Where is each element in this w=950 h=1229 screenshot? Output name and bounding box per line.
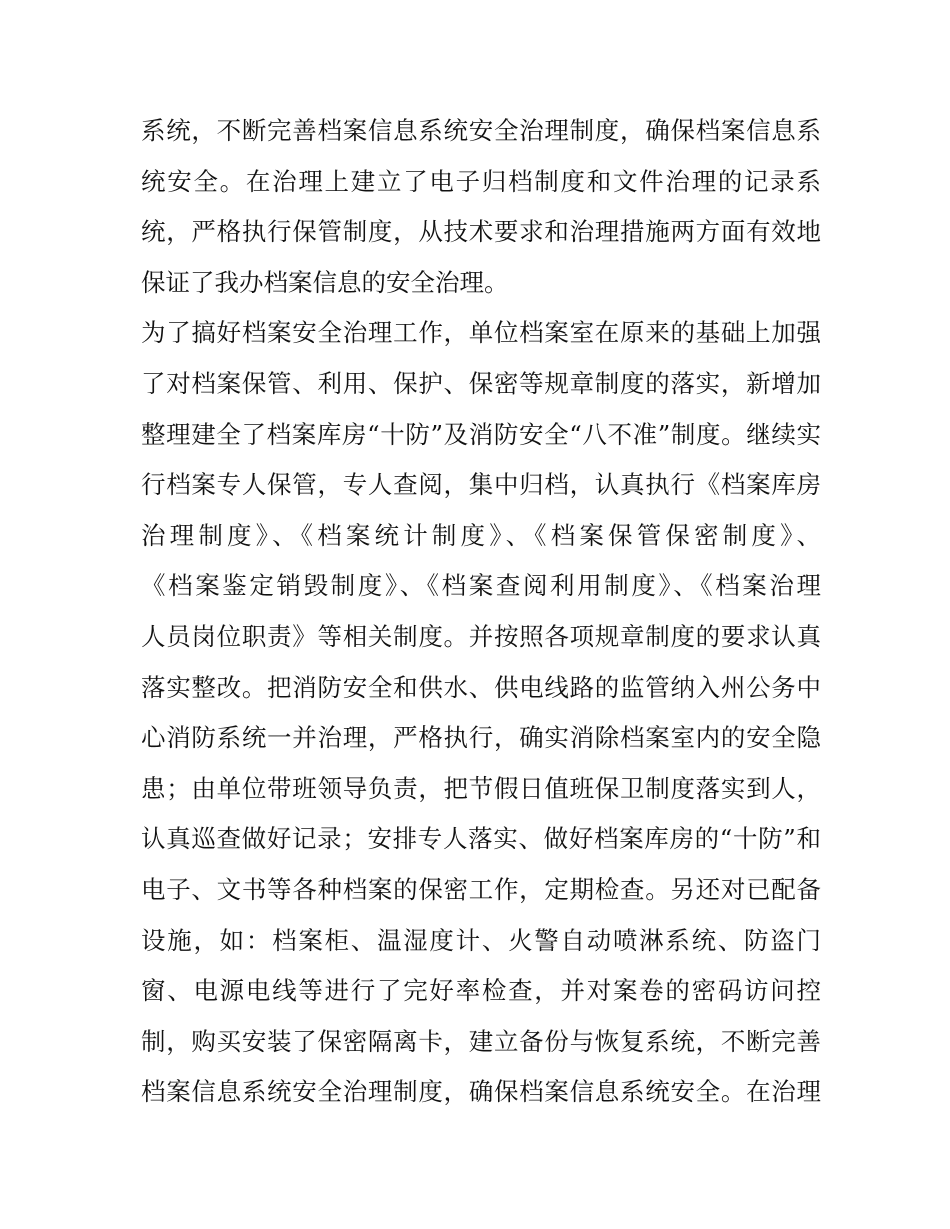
text-line: 行档案专人保管，专人查阅，集中归档，认真执行《档案库房: [141, 470, 821, 500]
text-line: 保证了我办档案信息的安全治理。: [141, 267, 509, 297]
text-line: 电子、文书等各种档案的保密工作，定期检查。另还对已配备: [141, 874, 821, 904]
text-line: 落实整改。把消防安全和供水、供电线路的监管纳入州公务中: [141, 672, 821, 702]
text-line: 系统，不断完善档案信息系统安全治理制度，确保档案信息系: [141, 116, 821, 145]
text-line: 认真巡查做好记录；安排专人落实、做好档案库房的“十防”和: [141, 824, 821, 854]
text-line: 患；由单位带班领导负责，把节假日值班保卫制度落实到人，: [141, 773, 821, 803]
text-line: 统安全。在治理上建立了电子归档制度和文件治理的记录系: [141, 166, 821, 196]
text-line: 为了搞好档案安全治理工作，单位档案室在原来的基础上加强: [141, 318, 821, 348]
text-line: 制，购买安装了保密隔离卡，建立备份与恢复系统，不断完善: [141, 1026, 821, 1056]
text-line: 统，严格执行保管制度，从技术要求和治理措施两方面有效地: [141, 217, 821, 247]
text-line: 治理制度》、《档案统计制度》、《档案保管保密制度》、: [141, 520, 821, 550]
text-line: 窗、电源电线等进行了完好率检查，并对案卷的密码访问控: [141, 976, 821, 1006]
text-line: 了对档案保管、利用、保护、保密等规章制度的落实，新增加: [141, 368, 821, 398]
text-line: 《档案鉴定销毁制度》、《档案查阅利用制度》、《档案治理: [141, 571, 821, 601]
text-line: 设施，如：档案柜、温湿度计、火警自动喷淋系统、防盗门: [141, 925, 821, 955]
text-line: 档案信息系统安全治理制度，确保档案信息系统安全。在治理: [141, 1077, 821, 1107]
body-text: [141, 106, 821, 1118]
text-line: 人员岗位职责》等相关制度。并按照各项规章制度的要求认真: [141, 621, 821, 651]
text-line: 整理建全了档案库房“十防”及消防安全“八不准”制度。继续实: [141, 419, 821, 449]
text-line: 心消防系统一并治理，严格执行，确实消除档案室内的安全隐: [141, 723, 821, 753]
